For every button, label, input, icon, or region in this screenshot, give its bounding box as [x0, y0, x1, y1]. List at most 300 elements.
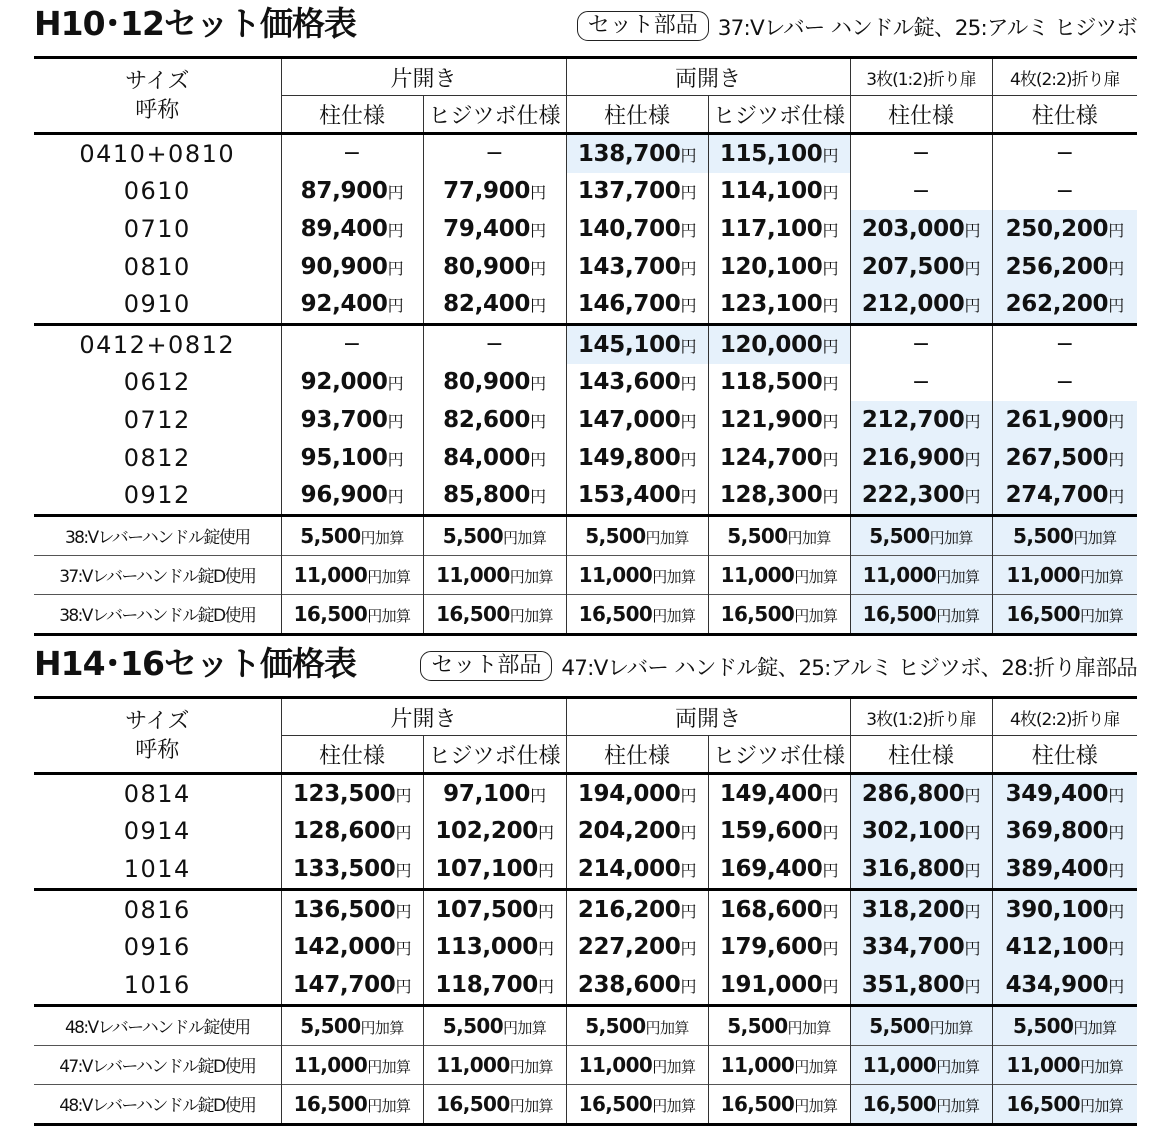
- price-cell: [423, 401, 566, 439]
- yen-unit: 円: [395, 901, 412, 921]
- price-cell: [566, 774, 708, 813]
- table-row: [34, 173, 1137, 211]
- size-cell: 1014: [123, 854, 191, 883]
- price-value: [1006, 972, 1124, 998]
- addon-cell: [423, 1045, 566, 1084]
- table-row: [34, 248, 1137, 286]
- price-cell: [708, 324, 850, 363]
- price-amount: 114,100: [719, 178, 823, 205]
- addon-suffix: 円加算: [652, 567, 696, 586]
- addon-cell: [708, 1084, 850, 1124]
- price-value: [578, 818, 696, 844]
- addon-value: [863, 602, 980, 626]
- price-cell: [281, 285, 423, 324]
- price-cell: [708, 966, 850, 1005]
- sub-header: ヒジツボ仕様: [708, 736, 850, 774]
- price-amount: 82,600: [443, 406, 531, 433]
- addon-amount: 5,500: [727, 1013, 788, 1038]
- table-row: [34, 364, 1137, 402]
- price-value: [301, 445, 404, 471]
- addon-amount: 16,500: [436, 601, 510, 626]
- price-cell: [850, 285, 992, 324]
- yen-unit: 円: [680, 296, 697, 316]
- price-amount: 412,100: [1005, 934, 1109, 961]
- price-cell: [566, 285, 708, 324]
- addon-amount: 5,500: [300, 1013, 361, 1038]
- price-value: [862, 818, 980, 844]
- addon-suffix: 円加算: [509, 1057, 553, 1076]
- price-value: [862, 216, 980, 242]
- addon-value: [585, 524, 688, 548]
- price-amount: 117,100: [719, 215, 823, 242]
- price-cell: [281, 850, 423, 889]
- section-title: H14･16セット価格表: [34, 644, 356, 683]
- price-value: [1006, 407, 1124, 433]
- price-amount: 89,400: [300, 215, 388, 242]
- price-cell: [566, 850, 708, 889]
- set-parts-value: 47:Vレバー ハンドル錠、25:アルミ ヒジツボ、28:折り扉部品: [561, 655, 1137, 681]
- addon-value: [869, 524, 972, 548]
- price-cell: [566, 173, 708, 211]
- price-amount: 203,000: [861, 215, 965, 242]
- addon-amount: 11,000: [720, 562, 795, 587]
- yen-unit: 円: [822, 939, 839, 959]
- addon-amount: 16,500: [578, 601, 653, 626]
- size-header-top: サイズ: [125, 708, 190, 734]
- group-header: 片開き: [281, 698, 566, 736]
- price-amount: 207,500: [861, 253, 965, 280]
- price-table: [34, 56, 1137, 636]
- price-amount: 140,700: [577, 215, 681, 242]
- dash-value: −: [342, 332, 362, 358]
- addon-amount: 16,500: [436, 1091, 510, 1116]
- price-amount: 121,900: [719, 406, 823, 433]
- price-value: [720, 445, 838, 471]
- price-value: [720, 141, 838, 167]
- price-value: [301, 216, 404, 242]
- price-value: [720, 856, 838, 882]
- addon-suffix: 円加算: [503, 1018, 547, 1037]
- addon-cell: [850, 515, 992, 555]
- price-cell: [708, 476, 850, 515]
- addon-cell: [566, 1045, 708, 1084]
- price-cell: [281, 813, 423, 851]
- group-header: 3枚(1:2)折り扉: [850, 698, 992, 736]
- price-cell: [281, 364, 423, 402]
- addon-row: [34, 594, 1137, 634]
- yen-unit: 円: [822, 860, 839, 880]
- size-cell: 0612: [123, 368, 191, 397]
- addon-amount: 5,500: [727, 523, 788, 548]
- addon-cell: [281, 1005, 423, 1045]
- yen-unit: 円: [387, 411, 404, 431]
- price-amount: 107,500: [435, 896, 538, 923]
- addon-amount: 16,500: [1006, 1091, 1080, 1116]
- addon-cell: [992, 594, 1137, 634]
- addon-amount: 16,500: [578, 1091, 653, 1116]
- addon-row: [34, 1045, 1137, 1084]
- addon-cell: [281, 1045, 423, 1084]
- size-cell: 0912: [123, 481, 191, 510]
- price-cell: [708, 850, 850, 889]
- price-cell: [992, 850, 1137, 889]
- price-value: [301, 482, 404, 508]
- price-cell: [850, 850, 992, 889]
- price-value: [1006, 934, 1124, 960]
- price-value: [435, 818, 553, 844]
- price-cell: [423, 324, 566, 363]
- yen-unit: 円: [530, 374, 546, 394]
- yen-unit: 円: [822, 785, 839, 805]
- price-value: [435, 856, 553, 882]
- price-value: [578, 972, 696, 998]
- price-cell: [423, 439, 566, 477]
- price-cell: [423, 173, 566, 211]
- addon-cell: [423, 515, 566, 555]
- sub-header: 柱仕様: [992, 96, 1137, 134]
- dash-value: −: [911, 332, 931, 358]
- price-amount: 286,800: [861, 780, 965, 807]
- yen-unit: 円: [1108, 860, 1124, 880]
- addon-amount: 5,500: [442, 1013, 504, 1038]
- price-amount: 143,600: [577, 369, 681, 396]
- price-cell: [850, 774, 992, 813]
- yen-unit: 円: [537, 860, 554, 880]
- yen-unit: 円: [387, 487, 404, 507]
- size-cell: 0814: [123, 779, 191, 808]
- size-cell: 0712: [123, 405, 191, 434]
- yen-unit: 円: [530, 296, 546, 316]
- price-cell: [423, 966, 566, 1005]
- yen-unit: 円: [680, 183, 697, 203]
- addon-value: [294, 563, 411, 587]
- price-amount: 216,200: [577, 896, 681, 923]
- price-cell: [566, 210, 708, 248]
- price-value: [578, 216, 696, 242]
- price-cell: [992, 134, 1137, 173]
- yen-unit: 円: [1108, 976, 1124, 996]
- price-value: [720, 332, 838, 358]
- addon-cell: [850, 555, 992, 594]
- table-row: [34, 439, 1137, 477]
- addon-value: [869, 1014, 972, 1038]
- price-value: [578, 445, 696, 471]
- addon-cell: [708, 555, 850, 594]
- addon-value: [300, 1014, 403, 1038]
- price-value: [443, 178, 546, 204]
- price-cell: [708, 813, 850, 851]
- price-cell: [566, 134, 708, 173]
- addon-cell: [423, 1084, 566, 1124]
- price-amount: 149,400: [719, 780, 823, 807]
- addon-suffix: 円加算: [929, 1018, 973, 1037]
- addon-cell: [992, 1084, 1137, 1124]
- yen-unit: 円: [680, 901, 697, 921]
- price-cell: [708, 173, 850, 211]
- price-value: [720, 934, 838, 960]
- section-title: H10･12セット価格表: [34, 4, 356, 43]
- table-body: [34, 774, 1137, 1125]
- addon-value: [579, 1053, 696, 1077]
- price-amount: 318,200: [861, 896, 965, 923]
- addon-value: [585, 1014, 688, 1038]
- addon-suffix: 円加算: [652, 1057, 696, 1076]
- price-cell: [850, 966, 992, 1005]
- yen-unit: 円: [964, 220, 981, 240]
- price-cell: [708, 401, 850, 439]
- yen-unit: 円: [680, 336, 697, 356]
- price-value: [443, 369, 546, 395]
- yen-unit: 円: [964, 823, 981, 843]
- price-value: [720, 818, 838, 844]
- price-amount: 334,700: [861, 934, 965, 961]
- price-table: [34, 696, 1137, 1126]
- set-parts: [420, 648, 1137, 684]
- size-cell: 0710: [123, 214, 191, 243]
- price-cell: [566, 966, 708, 1005]
- price-cell: [566, 248, 708, 286]
- addon-cell: [992, 1005, 1137, 1045]
- yen-unit: 円: [680, 258, 697, 278]
- table-row: [34, 285, 1137, 324]
- set-parts-value: 37:Vレバー ハンドル錠、25:アルミ ヒジツボ: [717, 15, 1137, 41]
- price-value: [862, 897, 980, 923]
- price-amount: 267,500: [1005, 444, 1109, 471]
- price-cell: [423, 248, 566, 286]
- yen-unit: 円: [822, 449, 839, 469]
- price-cell: [281, 324, 423, 363]
- price-cell: [708, 210, 850, 248]
- price-amount: 302,100: [861, 818, 965, 845]
- addon-amount: 5,500: [869, 523, 930, 548]
- price-cell: [423, 889, 566, 928]
- price-cell: [992, 285, 1137, 324]
- yen-unit: 円: [822, 145, 839, 165]
- price-value: [720, 482, 838, 508]
- price-value: [1006, 216, 1124, 242]
- price-amount: 133,500: [292, 855, 396, 882]
- addon-row: [34, 1084, 1137, 1124]
- price-amount: 92,000: [300, 369, 388, 396]
- yen-unit: 円: [530, 449, 546, 469]
- price-cell: [992, 439, 1137, 477]
- price-amount: 145,100: [577, 331, 681, 358]
- size-cell: 0610: [123, 177, 191, 206]
- price-cell: [850, 813, 992, 851]
- price-value: [293, 934, 411, 960]
- addon-amount: 5,500: [300, 523, 361, 548]
- yen-unit: 円: [680, 785, 697, 805]
- price-cell: [850, 928, 992, 966]
- price-amount: 143,700: [577, 253, 681, 280]
- price-amount: 120,100: [719, 253, 823, 280]
- price-value: [1006, 781, 1124, 807]
- price-amount: 136,500: [292, 896, 396, 923]
- addon-suffix: 円加算: [787, 1018, 831, 1037]
- dash-value: −: [1055, 178, 1074, 204]
- price-amount: 250,200: [1005, 215, 1109, 242]
- addon-label: 38:Vレバーハンドル錠使用: [34, 515, 281, 555]
- price-cell: [423, 476, 566, 515]
- yen-unit: 円: [964, 449, 981, 469]
- yen-unit: 円: [680, 939, 697, 959]
- price-cell: [992, 173, 1137, 211]
- table-body: [34, 134, 1137, 635]
- price-cell: [423, 210, 566, 248]
- yen-unit: 円: [822, 258, 839, 278]
- price-cell: [566, 439, 708, 477]
- price-value: [862, 781, 980, 807]
- addon-label: 48:Vレバーハンドル錠D使用: [34, 1084, 281, 1124]
- addon-suffix: 円加算: [1079, 606, 1124, 625]
- price-cell: [992, 364, 1137, 402]
- price-cell: [850, 210, 992, 248]
- price-value: [578, 332, 696, 358]
- price-amount: 349,400: [1005, 780, 1109, 807]
- addon-label: 48:Vレバーハンドル錠使用: [34, 1005, 281, 1045]
- price-table-section-h10-12: [34, 4, 1137, 636]
- addon-value: [294, 1053, 411, 1077]
- price-amount: 204,200: [577, 818, 681, 845]
- addon-suffix: 円加算: [794, 1057, 838, 1076]
- dash-value: −: [1055, 332, 1074, 358]
- price-amount: 216,900: [861, 444, 965, 471]
- price-cell: [992, 210, 1137, 248]
- price-value: [293, 781, 411, 807]
- group-header: 片開き: [281, 58, 566, 96]
- price-amount: 146,700: [577, 291, 681, 318]
- yen-unit: 円: [964, 860, 981, 880]
- table-row: [34, 210, 1137, 248]
- yen-unit: 円: [387, 374, 404, 394]
- price-cell: [566, 476, 708, 515]
- addon-row: [34, 1005, 1137, 1045]
- addon-amount: 16,500: [720, 1091, 795, 1116]
- yen-unit: 円: [1108, 487, 1124, 507]
- yen-unit: 円: [680, 411, 697, 431]
- addon-suffix: 円加算: [652, 1096, 696, 1115]
- yen-unit: 円: [822, 220, 839, 240]
- yen-unit: 円: [530, 411, 546, 431]
- addon-amount: 16,500: [720, 601, 795, 626]
- addon-amount: 5,500: [869, 1013, 930, 1038]
- addon-suffix: 円加算: [367, 606, 411, 625]
- price-value: [301, 254, 404, 280]
- table-row: [34, 850, 1137, 889]
- addon-suffix: 円加算: [645, 1018, 689, 1037]
- addon-amount: 16,500: [1006, 601, 1080, 626]
- addon-value: [727, 524, 830, 548]
- price-value: [1006, 291, 1124, 317]
- price-amount: 87,900: [300, 178, 388, 205]
- price-value: [578, 141, 696, 167]
- addon-cell: [850, 1045, 992, 1084]
- addon-cell: [566, 555, 708, 594]
- yen-unit: 円: [822, 336, 839, 356]
- group-header: 両開き: [566, 58, 850, 96]
- yen-unit: 円: [680, 487, 697, 507]
- group-header: 両開き: [566, 698, 850, 736]
- price-value: [720, 369, 838, 395]
- sub-header: 柱仕様: [566, 96, 708, 134]
- dash-value: −: [911, 369, 931, 395]
- yen-unit: 円: [395, 823, 412, 843]
- yen-unit: 円: [964, 939, 981, 959]
- price-amount: 123,100: [719, 291, 823, 318]
- addon-value: [294, 1092, 411, 1116]
- yen-unit: 円: [822, 976, 839, 996]
- price-amount: 79,400: [443, 215, 531, 242]
- price-amount: 256,200: [1005, 253, 1109, 280]
- size-cell: 0914: [123, 817, 191, 846]
- size-cell: 0816: [34, 889, 281, 928]
- price-value: [720, 407, 838, 433]
- sub-header: 柱仕様: [566, 736, 708, 774]
- price-cell: [708, 285, 850, 324]
- addon-amount: 5,500: [585, 1013, 646, 1038]
- yen-unit: 円: [1108, 449, 1124, 469]
- addon-value: [721, 563, 838, 587]
- price-cell: [281, 248, 423, 286]
- yen-unit: 円: [537, 901, 554, 921]
- price-cell: [850, 248, 992, 286]
- price-cell: [281, 173, 423, 211]
- table-row: [34, 476, 1137, 515]
- price-amount: 434,900: [1005, 971, 1109, 998]
- addon-cell: [708, 1005, 850, 1045]
- addon-amount: 11,000: [293, 1052, 368, 1077]
- size-header: [34, 698, 281, 774]
- addon-amount: 11,000: [436, 562, 510, 587]
- price-amount: 92,400: [300, 291, 388, 318]
- addon-amount: 11,000: [578, 1052, 653, 1077]
- addon-suffix: 円加算: [936, 606, 980, 625]
- table-row: [34, 324, 1137, 363]
- size-header-top: サイズ: [125, 68, 190, 94]
- addon-value: [436, 1053, 553, 1077]
- price-amount: 169,400: [719, 855, 823, 882]
- addon-suffix: 円加算: [360, 1018, 404, 1037]
- sub-header: 柱仕様: [992, 736, 1137, 774]
- price-value: [293, 856, 411, 882]
- price-cell: [708, 439, 850, 477]
- addon-value: [863, 1092, 980, 1116]
- price-cell: [281, 774, 423, 813]
- yen-unit: 円: [387, 449, 404, 469]
- price-amount: 191,000: [719, 971, 823, 998]
- addon-value: [721, 1053, 838, 1077]
- price-amount: 222,300: [861, 482, 965, 509]
- price-amount: 118,700: [435, 971, 538, 998]
- price-amount: 93,700: [300, 406, 388, 433]
- dash-value: −: [485, 332, 504, 358]
- price-value: [443, 407, 546, 433]
- price-amount: 238,600: [577, 971, 681, 998]
- addon-amount: 5,500: [585, 523, 646, 548]
- price-cell: [850, 364, 992, 402]
- set-parts-badge: セット部品: [420, 651, 552, 681]
- price-cell: [708, 889, 850, 928]
- price-value: [862, 254, 980, 280]
- price-value: [578, 781, 696, 807]
- yen-unit: 円: [530, 183, 546, 203]
- size-cell: 0812: [123, 443, 191, 472]
- price-amount: 227,200: [577, 934, 681, 961]
- price-value: [443, 254, 546, 280]
- price-amount: 168,600: [719, 896, 823, 923]
- addon-suffix: 円加算: [1073, 528, 1117, 547]
- price-value: [301, 178, 404, 204]
